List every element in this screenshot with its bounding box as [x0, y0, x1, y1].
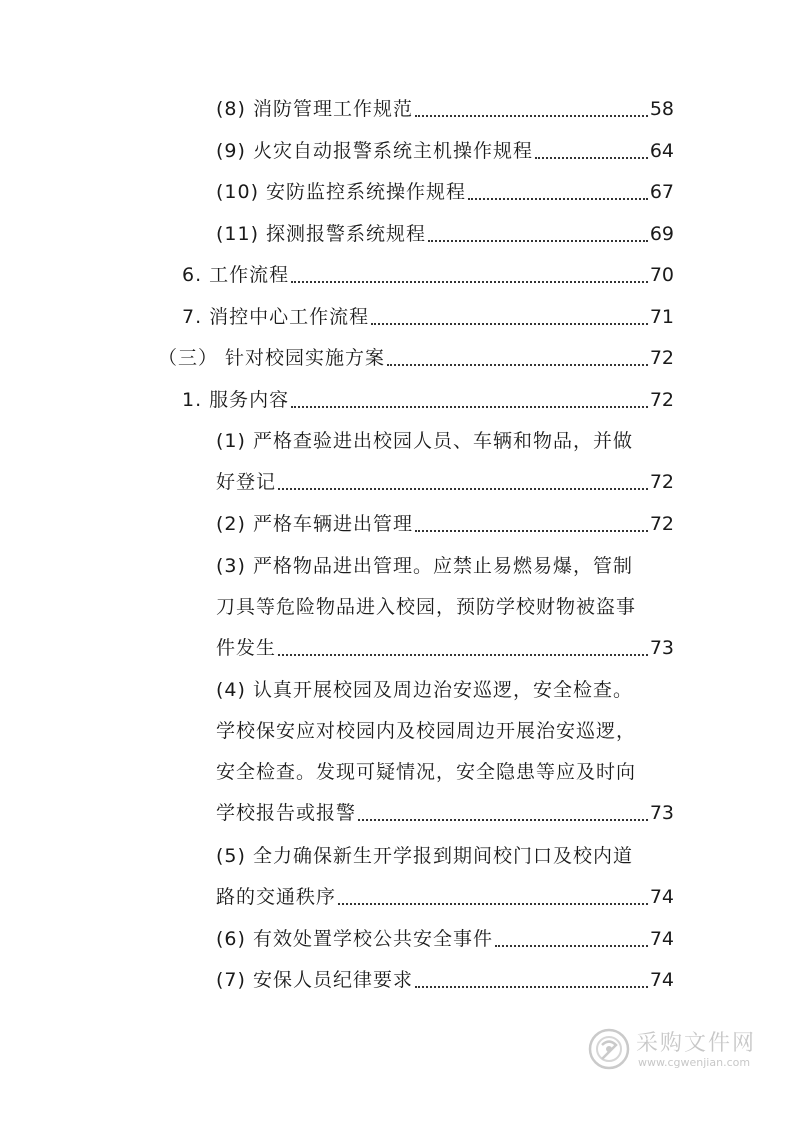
toc-entry-title: (7) 安保人员纪律要求 — [216, 969, 413, 991]
toc-entry-title-end: 学校报告或报警 — [216, 802, 357, 824]
leader-dots — [535, 157, 648, 159]
toc-page-number: 72 — [649, 389, 674, 411]
toc-entry-title: 7. 消控中心工作流程 — [182, 306, 370, 328]
leader-dots — [278, 654, 648, 656]
toc-entry-title-end: 件发生 — [216, 637, 277, 659]
toc-page-number: 73 — [649, 802, 674, 824]
toc-entry-title: (10) 安防监控系统操作规程 — [216, 181, 467, 203]
toc-entry[interactable] — [216, 214, 674, 255]
watermark-url: www.cgwenjian.com — [638, 1056, 751, 1069]
toc-entry-title: (9) 火灾自动报警系统主机操作规程 — [216, 140, 533, 162]
toc-entry-title-cont: 安全检查。发现可疑情况，安全隐患等应及时向 — [216, 761, 637, 783]
toc-entry-title: (4) 认真开展校园及周边治安巡逻，安全检查。 — [216, 679, 633, 701]
leader-dots — [371, 323, 648, 325]
toc-entry[interactable] — [182, 255, 674, 296]
toc-entry[interactable] — [216, 670, 674, 834]
toc-entry[interactable] — [216, 960, 674, 1001]
toc-page-number: 64 — [649, 140, 674, 162]
toc-page-number: 73 — [649, 637, 674, 659]
toc-entry-title: (1) 严格查验进出校园人员、车辆和物品，并做 — [216, 430, 633, 452]
leader-dots — [338, 903, 648, 905]
toc-entry-title-end: 路的交通秩序 — [216, 886, 337, 908]
toc-entry-title-cont: 学校保安应对校园内及校园周边开展治安巡逻， — [216, 720, 637, 742]
toc-page-number: 72 — [649, 513, 674, 535]
toc-entry[interactable] — [182, 380, 674, 421]
toc-page-number: 70 — [649, 264, 674, 286]
toc-page-number: 58 — [649, 98, 674, 120]
toc-page-number: 71 — [649, 306, 674, 328]
toc-entry-title: (3) 严格物品进出管理。应禁止易燃易爆，管制 — [216, 555, 633, 577]
toc-entry[interactable] — [216, 504, 674, 545]
toc-entry-title: (6) 有效处置学校公共安全事件 — [216, 928, 493, 950]
toc-entry[interactable] — [216, 421, 674, 503]
toc-page-number: 74 — [649, 969, 674, 991]
toc-page-number: 69 — [649, 223, 674, 245]
toc-entry-title: 6. 工作流程 — [182, 264, 290, 286]
toc-page-number: 74 — [649, 928, 674, 950]
toc-entry-title: (2) 严格车辆进出管理 — [216, 513, 413, 535]
toc-entry[interactable] — [182, 297, 674, 338]
toc-entry-title: （三） 针对校园实施方案 — [158, 347, 386, 369]
toc-entry-title: (5) 全力确保新生开学报到期间校门口及校内道 — [216, 845, 633, 867]
watermark — [588, 1022, 758, 1078]
toc-entry[interactable] — [216, 89, 674, 130]
toc-page-number: 74 — [649, 886, 674, 908]
leader-dots — [278, 488, 648, 490]
toc-page-number: 72 — [649, 471, 674, 493]
toc-entry-title: (8) 消防管理工作规范 — [216, 98, 413, 120]
toc-entry-title-cont: 刀具等危险物品进入校园，预防学校财物被盗事 — [216, 596, 637, 618]
leader-dots — [415, 115, 648, 117]
leader-dots — [415, 530, 648, 532]
toc-entry-title: (11) 探测报警系统规程 — [216, 223, 427, 245]
leader-dots — [468, 198, 648, 200]
leader-dots — [415, 986, 648, 988]
toc-page-number: 72 — [649, 347, 674, 369]
leader-dots — [387, 364, 648, 366]
toc-entry[interactable] — [216, 836, 674, 918]
leader-dots — [495, 945, 648, 947]
toc-entry[interactable] — [216, 546, 674, 669]
toc-entry[interactable] — [216, 172, 674, 213]
leader-dots — [291, 281, 648, 283]
leader-dots — [358, 819, 648, 821]
toc-entry-title-end: 好登记 — [216, 471, 277, 493]
toc-page-number: 67 — [649, 181, 674, 203]
leader-dots — [291, 406, 648, 408]
toc-entry[interactable] — [216, 131, 674, 172]
cgwenjian-logo-icon — [588, 1028, 630, 1070]
toc-entry-title: 1. 服务内容 — [182, 389, 290, 411]
toc-entry[interactable] — [216, 919, 674, 960]
leader-dots — [428, 240, 648, 242]
toc-entry[interactable] — [158, 338, 674, 379]
watermark-title: 采购文件网 — [636, 1031, 757, 1056]
